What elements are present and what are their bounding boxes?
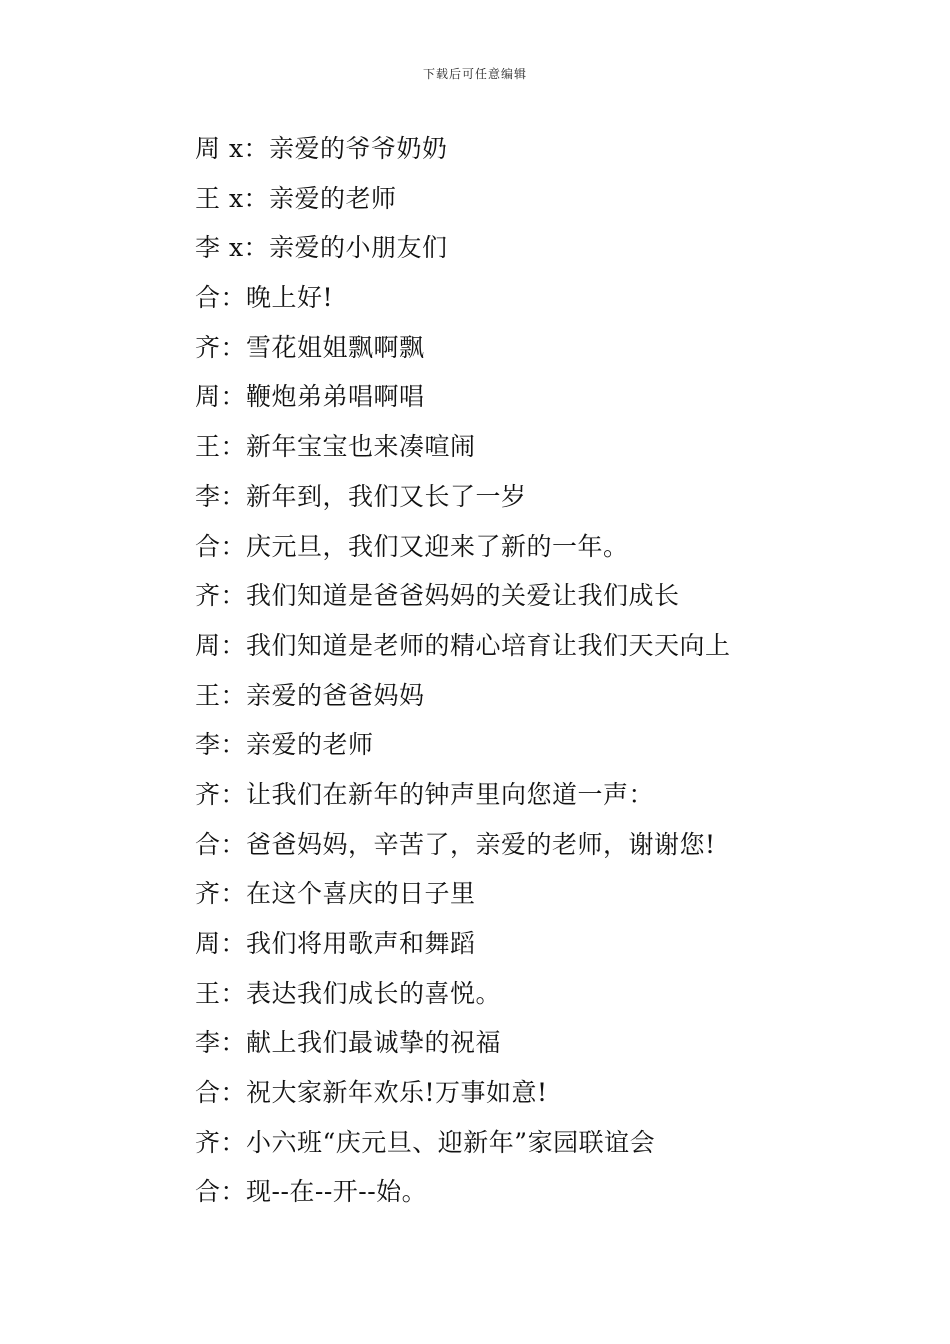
dialogue-line: 王：亲爱的爸爸妈妈 [195,680,425,710]
dialogue-line: 李：新年到，我们又长了一岁 [195,481,527,511]
dialogue-line: 齐：我们知道是爸爸妈妈的关爱让我们成长 [195,581,680,611]
dialogue-line: 合：爸爸妈妈，辛苦了，亲爱的老师，谢谢您! [195,829,716,859]
dialogue-line: 合：晚上好! [195,283,334,313]
dialogue-line: 周：鞭炮弟弟唱啊唱 [195,382,425,412]
dialogue-line: 李：献上我们最诚挚的祝福 [195,1028,502,1058]
dialogue-line: 李 x：亲爱的小朋友们 [195,233,448,263]
dialogue-line: 齐：让我们在新年的钟声里向您道一声： [195,779,655,809]
dialogue-line: 周 x：亲爱的爷爷奶奶 [195,134,448,163]
page-header-note: 下载后可任意编辑 [422,67,527,81]
dialogue-line: 王：新年宝宝也来凑喧闹 [195,432,476,462]
dialogue-line: 王 x：亲爱的老师 [195,183,397,213]
dialogue-line: 合：现--在--开--始。 [195,1177,428,1207]
dialogue-line: 齐：在这个喜庆的日子里 [195,879,476,909]
dialogue-line: 周：我们将用歌声和舞蹈 [195,929,476,958]
dialogue-line: 齐：小六班“庆元旦、迎新年”家园联谊会 [195,1127,656,1157]
dialogue-line: 李：亲爱的老师 [195,730,374,760]
dialogue-line: 齐：雪花姐姐飘啊飘 [195,332,425,362]
dialogue-line: 合：庆元旦，我们又迎来了新的一年。 [195,531,629,561]
dialogue-script [195,128,835,1221]
dialogue-line: 合：祝大家新年欢乐!万事如意! [195,1078,548,1108]
dialogue-line: 王：表达我们成长的喜悦。 [195,978,502,1008]
dialogue-line: 周：我们知道是老师的精心培育让我们天天向上 [195,630,731,660]
